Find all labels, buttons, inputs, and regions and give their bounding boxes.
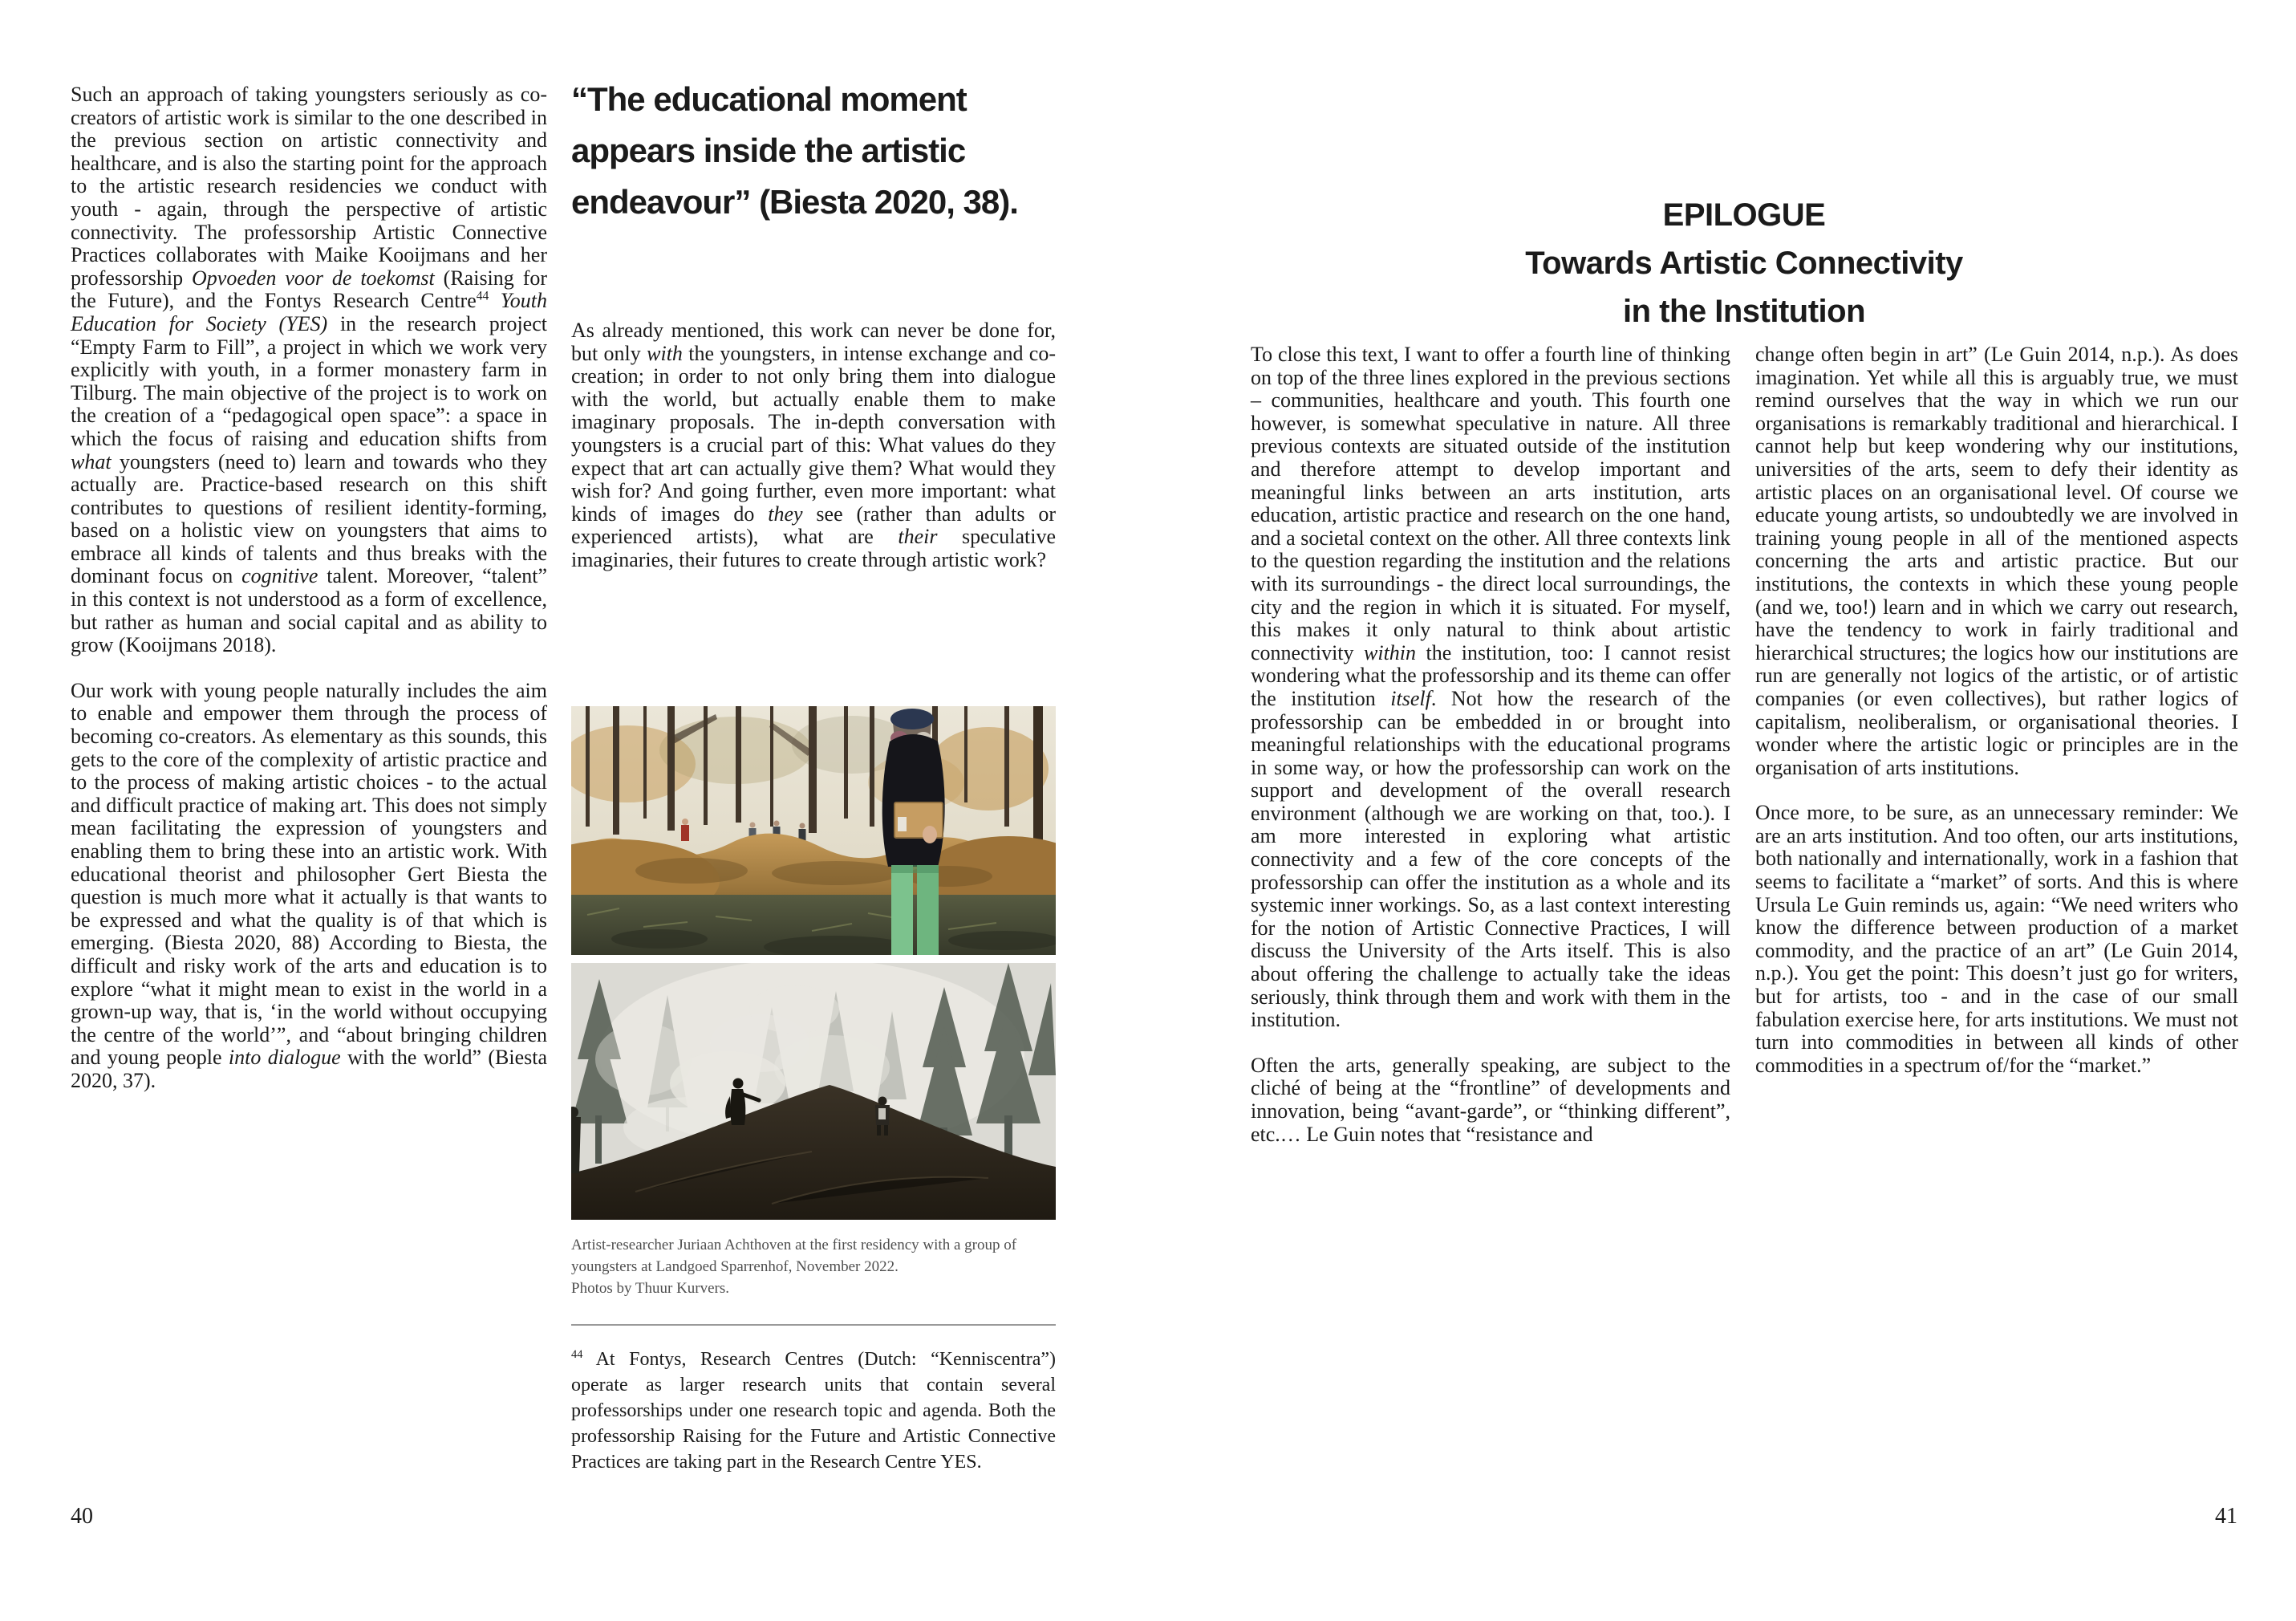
right-page-column-2 (1755, 343, 2238, 1077)
left-page-column-1 (71, 83, 547, 1093)
pull-quote-heading: “The educational moment appears inside the artistic endeavour” (Biesta 2020, 38). (571, 80, 1018, 221)
residency-photo-1-art (571, 706, 1056, 955)
body-paragraph: Such an approach of taking youngsters seriously as co-creators of artistic work is similar to the one described in the previous section on artistic connectivity and healthcare, and is also the starting point for the approach to the artistic research residencies we conduct with youth - again, through the perspective of artistic connectivity. The professorship Artistic Connective Practices collaborates with Maike Kooijmans and her professorship Opvoeden voor de toekomst (Raising for the Future), and the Fontys Research Centre$^{44}$ Youth Education for Society (YES) in the research project “Empty Farm to Fill”, a project in which we work very explicitly with youth, in a former monastery farm in Tilburg. The main objective of the project is to work on the creation of a “pedagogical open space”: a space in which the focus of raising and education shifts from what youngsters (need to) learn and towards who they actually are. Practice-based research on this shift contributes to questions of resilient identity-forming, based on a holistic view on youngsters that aims to embrace all kinds of talents and thus breaks with the dominant focus on cognitive talent. Moreover, “talent” in this context is not understood as a form of excellence, but rather as human and social capital and as ability to grow (Kooijmans 2018). (71, 83, 548, 657)
residency-photo-2-art (571, 963, 1056, 1220)
photo-caption-text: Artist-researcher Juriaan Achthoven at the first residency with a group of youngsters at Landgoed Sparrenhof, November 2022. (571, 1237, 1017, 1275)
page-number-41: 41 (2215, 1504, 2237, 1529)
body-paragraph: Often the arts, generally speaking, are subject to the cliché of being at the “frontline” of developments and innovation, being “avant-garde”, or “thinking different”, etc.… Le Guin notes that “resistance and (1251, 1053, 1730, 1146)
left-page-column-2 (571, 319, 1056, 572)
body-paragraph: change often begin in art” (Le Guin 2014, n.p.). As does imagination. Yet while all this is arguably true, we must remind ourselves that the way in which we run our organisations is remarkably traditional and hierarchical. I cannot help but keep wondering why our institutions, universities of the arts, seem to defy their identity as artistic places on an organisational level. Of course we educate young artists, so undoubtedly we are involved in training young people in all of the mentioned aspects concerning the arts and artistic practice. But our institutions, the contexts in which these young people (and we, too!) learn and in which we carry out research, have the tendency to work in fairly traditional and hierarchical structures; the logics how our institutions are run are generally not logics of the artistic, or of artistic companies (or even collectives), but rather logics of capitalism, neoliberalism, or organisational theories. I wonder where the artistic logic or principles are in the organisation of arts institutions. (1755, 343, 2238, 779)
epilogue-heading (1251, 191, 2237, 335)
photo-caption (571, 1234, 1056, 1299)
right-page-column-1 (1251, 343, 1730, 1146)
body-paragraph: To close this text, I want to offer a fourth line of thinking on top of the three lines explored in the previous sections – communities, healthcare and youth. This fourth one however, is somewhat speculative in nature. All three previous contexts are situated outside of the institution and therefore attempt to develop important and meaningful links between an arts institution, arts education, artistic practice and research on the one hand, and a societal context on the other. All three contexts link to the question regarding the institution and the relations with its surroundings - the direct local surroundings, the city and the region in which it is situated. For myself, this makes it only natural to think about artistic connectivity within the institution, too: I cannot resist wondering what the professorship and its theme can offer the institution itself. Not how the research of the professorship can be embedded in or brought into meaningful relationships with the educational programs in some way, or how the professorship can work on the support and development of the overall research environment (although we are working on that, too.). I am more interested in exploring what artistic connectivity and a few of the core concepts of the professorship can offer the institution as a whole and its systemic inner workings. So, as a last context interesting for the notion of Artistic Connective Practices, I will discuss the University of the Arts itself. This is also about offering the challenge to actually take the ideas seriously, think through them and work with them in the institution. (1251, 343, 1731, 1032)
page-number-40: 40 (71, 1504, 93, 1529)
epilogue-heading-line-2: Towards Artistic Connectivity (1525, 246, 1963, 281)
body-paragraph: As already mentioned, this work can never be done for, but only with the youngsters, in intense exchange and co-creation; in order to not only bring them into dialogue with the world, but actually enable them to make imaginary proposals. The in-depth conversation with youngsters is a crucial part of this: What values do they expect that art can actually give them? What would they wish for? And going further, even more important: what kinds of images do they see (rather than adults or experienced artists), what are their speculative imaginaries, their futures to create through artistic work? (571, 319, 1056, 571)
epilogue-heading-line-1: EPILOGUE (1662, 197, 1826, 233)
residency-photo-2 (571, 963, 1056, 1220)
residency-photo-1 (571, 706, 1056, 955)
epilogue-heading-line-3: in the Institution (1622, 294, 1866, 329)
body-paragraph: Once more, to be sure, as an unnecessary reminder: We are an arts institution. And too often, our arts institutions, both nationally and internationally, work in a fashion that seems to facilitate a “market” of sorts. And this is where Ursula Le Guin reminds us, again: “We need writers who know the difference between production of a market commodity, and the practice of an art” (Le Guin 2014, n.p.). You get the point: This doesn’t just go for writers, but for artists, too - and in the case of our small fabulation exercise here, for arts institutions. We must not turn into commodities in between all kinds of other commodities in a spectrum of/for the “market.” (1755, 801, 2238, 1077)
footnote-44: $^{44}$ At Fontys, Research Centres (Dutch: “Kenniscentra”) operate as larger research units that contain several professorships under one research topic and agenda. Both the professorship Raising for the Future and Artistic Connective Practices are taking part in the Research Centre YES. (571, 1348, 1056, 1473)
photo-credit: Photos by Thuur Kurvers. (571, 1280, 730, 1297)
body-paragraph: Our work with young people naturally includes the aim to enable and empower them through the process of becoming co-creators. As elementary as this sounds, this gets to the core of the complexity of artistic practice and to the process of making artistic choices - to the actual and difficult practice of making art. This does not simply mean facilitating the expression of youngsters and enabling them to bring these into an artistic work. With educational theorist and philosopher Gert Biesta the question is much more what it actually is that wants to be expressed and what the quality is of that which is emerging. (Biesta 2020, 88) According to Biesta, the difficult and risky work of the arts and education is to explore “what it might mean to exist in the world in a grown-up way, that is, ‘in the world without occupying the centre of the world’”, and “about bringing children and young people into dialogue with the world” (Biesta 2020, 37). (71, 678, 547, 1092)
footnote-rule (571, 1324, 1056, 1326)
